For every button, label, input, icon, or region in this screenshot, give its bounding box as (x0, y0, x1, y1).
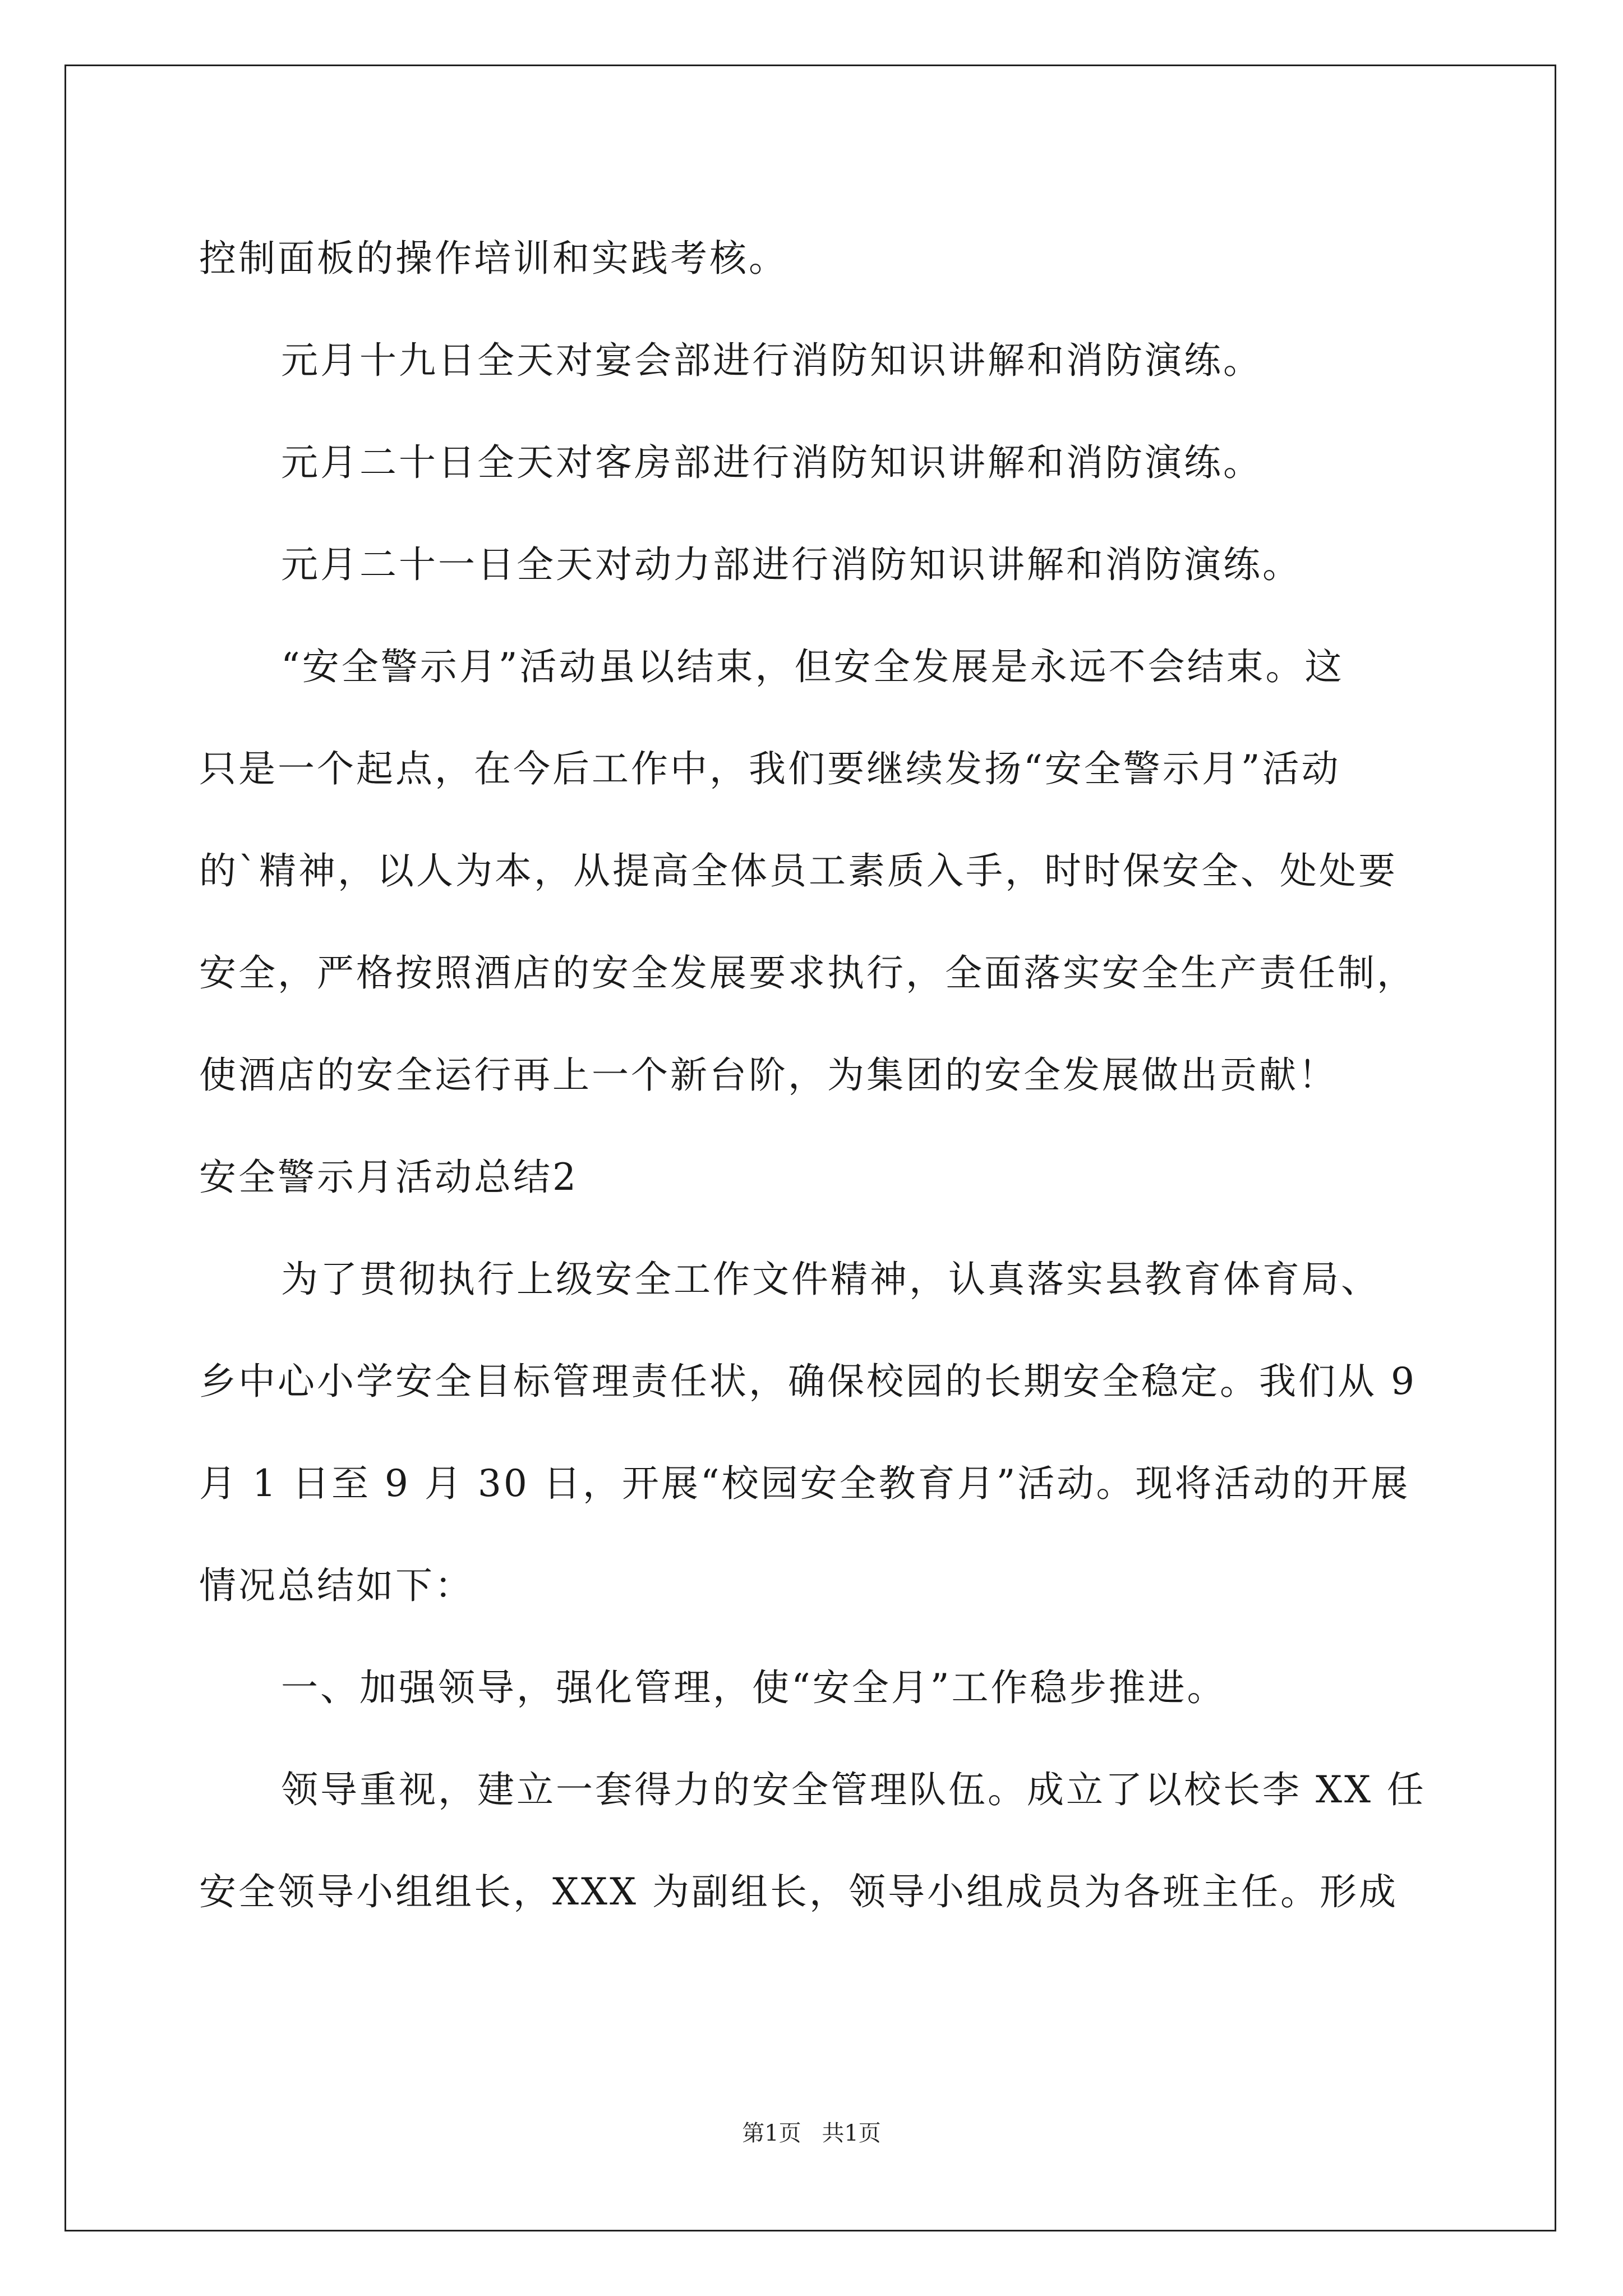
page-footer (0, 2118, 1623, 2149)
paragraph-line: 领导重视，建立一套得力的安全管理队伍。成立了以校长李 XX 任 (281, 1768, 1426, 1811)
paragraph: 元月二十一日全天对动力部进行消防知识讲解和消防演练。 (281, 543, 1302, 586)
paragraph-line: 的`精神，以人为本，从提高全体员工素质入手，时时保安全、处处要 (199, 849, 1398, 892)
paragraph: 控制面板的操作培训和实践考核。 (199, 237, 788, 280)
paragraph-line: 乡中心小学安全目标管理责任状，确保校园的长期安全稳定。我们从 9 (199, 1360, 1417, 1403)
paragraph: 元月二十日全天对客房部进行消防知识讲解和消防演练。 (281, 441, 1262, 484)
paragraph-line: 为了贯彻执行上级安全工作文件精神，认真落实县教育体育局、 (281, 1258, 1380, 1301)
paragraph-line: 安全，严格按照酒店的安全发展要求执行，全面落实安全生产责任制， (199, 951, 1416, 995)
paragraph-line: 安全领导小组组长，XXX 为副组长，领导小组成员为各班主任。形成 (199, 1870, 1398, 1913)
paragraph-line: 只是一个起点，在今后工作中，我们要继续发扬“安全警示月”活动 (199, 747, 1341, 790)
paragraph-line: 月 1 日至 9 月 30 日，开展“校园安全教育月”活动。现将活动的开展 (199, 1462, 1410, 1505)
section-title: 安全警示月活动总结2 (199, 1156, 578, 1199)
paragraph-line: 情况总结如下： (199, 1564, 474, 1607)
paragraph-line: 使酒店的安全运行再上一个新台阶，为集团的安全发展做出贡献！ (199, 1053, 1338, 1097)
paragraph-line: “安全警示月”活动虽以结束，但安全发展是永远不会结束。这 (281, 645, 1344, 688)
page-number: 第1页 (742, 2120, 801, 2146)
heading-point-one: 一、加强领导，强化管理，使“安全月”工作稳步推进。 (281, 1666, 1227, 1709)
document-body (199, 208, 1433, 1943)
page-total: 共1页 (822, 2120, 881, 2146)
paragraph: 元月十九日全天对宴会部进行消防知识讲解和消防演练。 (281, 339, 1262, 382)
